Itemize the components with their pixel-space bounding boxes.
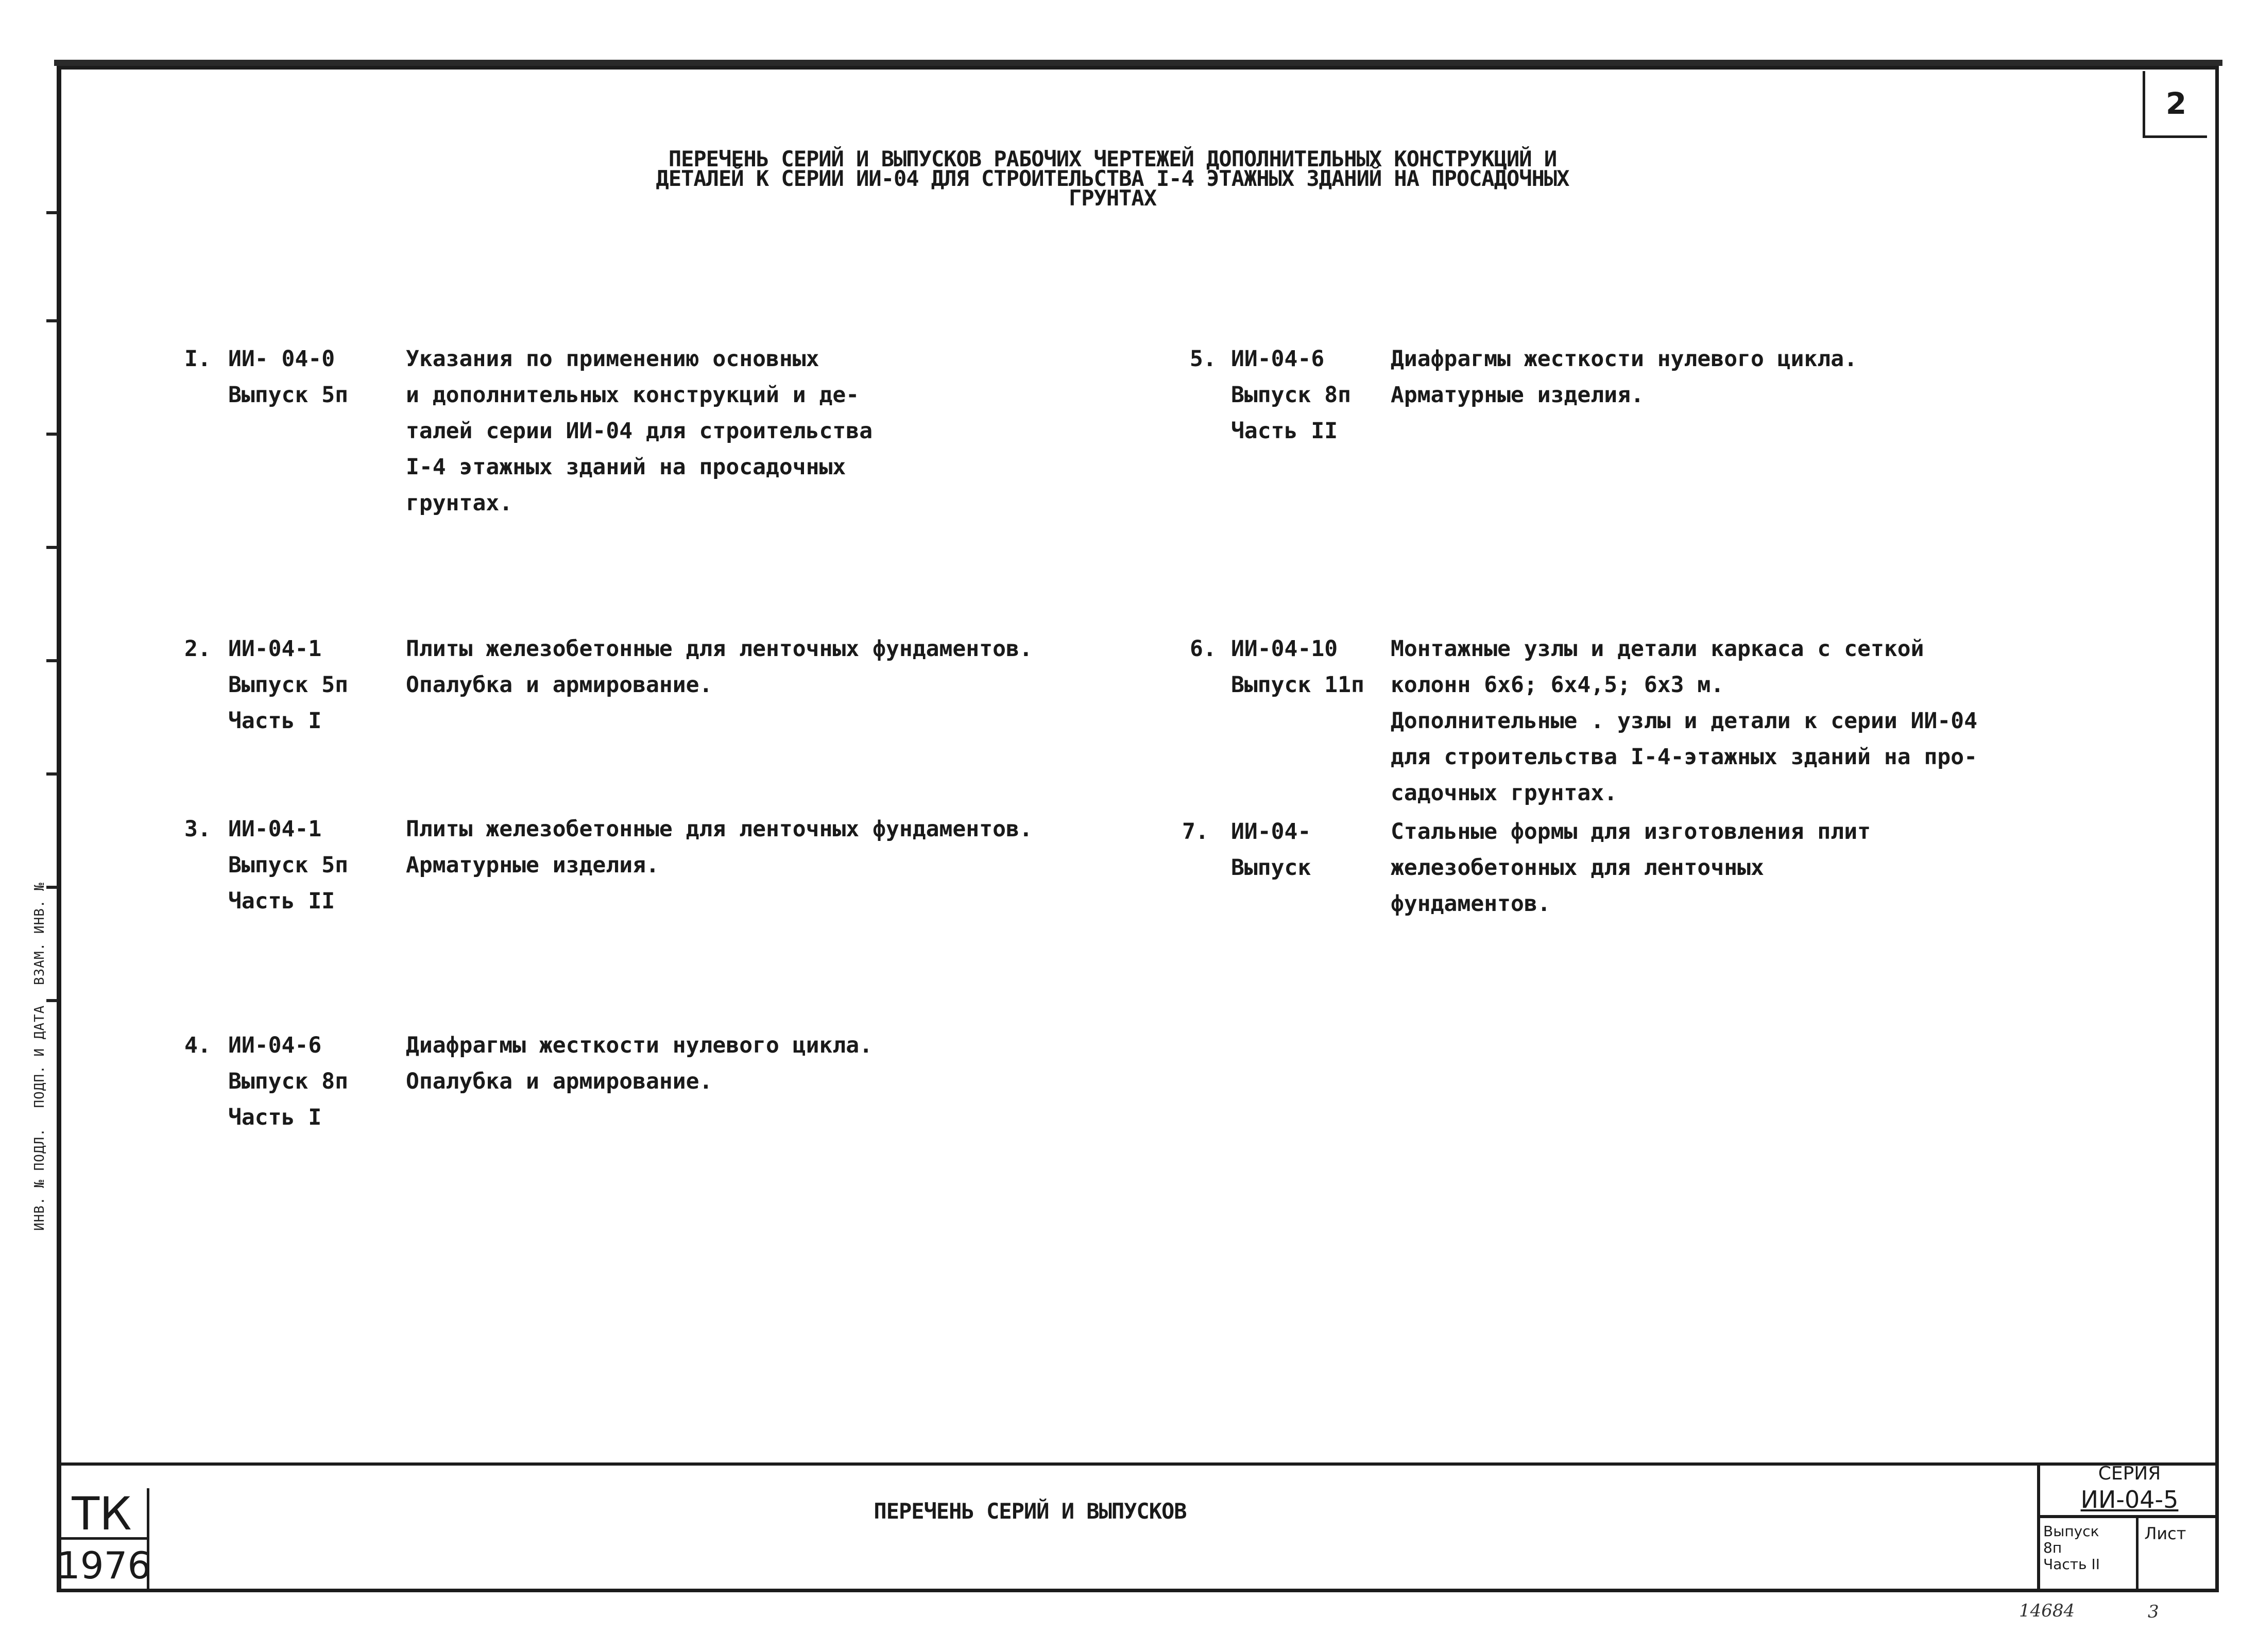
desc-line: железобетонных для ленточных (1391, 855, 1764, 881)
desc-line: Плиты железобетонные для ленточных фундаментов. (406, 636, 1033, 662)
inventory-note: 14684 (2019, 1601, 2075, 1621)
item-code (228, 631, 348, 739)
desc-line: талей серии ИИ-04 для строительства (406, 418, 873, 444)
desc-line: фундаментов. (1391, 891, 1551, 917)
item-code-series: ИИ-04-6 (1231, 346, 1325, 372)
title-line: ГРУНТАХ (1068, 185, 1156, 211)
item-description (406, 631, 1033, 703)
desc-line: Опалубка и армирование. (406, 672, 713, 698)
item-code-issue: Выпуск 5п (228, 382, 348, 408)
side-stamp (32, 871, 47, 1231)
item-code-issue: Выпуск 8п (1231, 382, 1351, 408)
item-number: 4. (184, 1032, 211, 1058)
item-description (406, 341, 873, 521)
desc-line: Опалубка и армирование. (406, 1069, 713, 1094)
item-code-series: ИИ-04- (1231, 819, 1311, 845)
title-block-issue (2040, 1518, 2139, 1592)
desc-line: Диафрагмы жесткости нулевого цикла. (406, 1032, 873, 1058)
item-code-issue: Выпуск 5п (228, 852, 348, 878)
desc-line: Арматурные изделия. (406, 852, 659, 878)
drawing-frame (57, 66, 2219, 1592)
desc-line: Диафрагмы жесткости нулевого цикла. (1391, 346, 1858, 372)
footer-title: ПЕРЕЧЕНЬ СЕРИЙ И ВЫПУСКОВ (874, 1499, 1187, 1524)
item-description (1391, 631, 1977, 811)
item-number: 5. (1190, 346, 1217, 372)
desc-line: Указания по применению основных (406, 346, 819, 372)
item-description (1391, 341, 1857, 413)
item-code (1231, 631, 1364, 703)
item-code-series: ИИ-04-6 (228, 1032, 322, 1058)
desc-line: и дополнительных конструкций и де- (406, 382, 860, 408)
item-code-series: ИИ- 04-0 (228, 346, 335, 372)
item-code-part: Часть I (228, 708, 322, 734)
frame-top-rule (54, 60, 2222, 66)
title-block-rule (57, 1462, 2219, 1466)
item-code-part: Часть II (1231, 418, 1338, 444)
desc-line: Плиты железобетонные для ленточных фундаментов. (406, 816, 1033, 842)
item-description (406, 1027, 873, 1099)
stamp-org: ТК (57, 1488, 149, 1540)
item-code (228, 1027, 348, 1135)
series-value: ИИ-04-5 (2080, 1486, 2179, 1513)
item-code-issue: Выпуск 8п (228, 1069, 348, 1094)
desc-line: колонн 6х6; 6х4,5; 6х3 м. (1391, 672, 1724, 698)
item-number: I. (184, 346, 211, 372)
item-number: 7. (1182, 819, 1209, 845)
issue-value: 8п (2043, 1539, 2062, 1556)
item-number: 3. (184, 816, 211, 842)
item-code-part: Часть I (228, 1105, 322, 1130)
desc-line: Монтажные узлы и детали каркаса с сеткой (1391, 636, 1924, 662)
item-code-issue: Выпуск (1231, 855, 1311, 881)
item-code (228, 811, 348, 919)
item-code-series: ИИ-04-10 (1231, 636, 1338, 662)
title-line: ПЕРЕЧЕНЬ СЕРИЙ И ВЫПУСКОВ РАБОЧИХ ЧЕРТЕЖЕЙ ДОПОЛНИТЕЛЬНЫХ КОНСТРУКЦИЙ И (668, 146, 1557, 171)
side-stamp-replace: ВЗАМ. ИНВ. № (32, 882, 47, 985)
desc-line: грунтах. (406, 490, 513, 516)
side-stamp-inv: ИНВ. № ПОДЛ. (32, 1128, 47, 1231)
item-code-issue: Выпуск 11п (1231, 672, 1364, 698)
sheet-number: 2 (2143, 71, 2207, 138)
series-label: СЕРИЯ (2098, 1463, 2161, 1484)
item-number: 2. (184, 636, 211, 662)
desc-line: садочных грунтах. (1391, 780, 1618, 806)
item-code (1231, 341, 1351, 449)
desc-line: I-4 этажных зданий на просадочных (406, 454, 846, 480)
item-code-series: ИИ-04-1 (228, 816, 322, 842)
title-block-series (2040, 1462, 2219, 1518)
item-code-series: ИИ-04-1 (228, 636, 322, 662)
stamp-year: 1976 (57, 1540, 149, 1591)
desc-line: Дополнительные . узлы и детали к серии ИИ-04 (1391, 708, 1978, 734)
title-block (2037, 1462, 2219, 1592)
page-title (536, 146, 1689, 211)
desc-line: Арматурные изделия. (1391, 382, 1644, 408)
item-code-issue: Выпуск 5п (228, 672, 348, 698)
desc-line: Стальные формы для изготовления плит (1391, 819, 1871, 845)
item-description (1391, 814, 1871, 922)
item-code (228, 341, 348, 413)
issue-label: Выпуск (2043, 1523, 2099, 1540)
title-line: ДЕТАЛЕЙ К СЕРИИ ИИ-04 ДЛЯ СТРОИТЕЛЬСТВА I-4 ЭТАЖНЫХ ЗДАНИЙ НА ПРОСАДОЧНЫХ (656, 166, 1569, 191)
sheet-label: Лист (2144, 1524, 2186, 1543)
org-stamp (57, 1488, 155, 1591)
page-note: 3 (2148, 1602, 2159, 1622)
part-label: Часть II (2043, 1556, 2100, 1573)
item-code (1231, 814, 1311, 886)
item-description (406, 811, 1033, 883)
desc-line: для строительства I-4-этажных зданий на про- (1391, 744, 1978, 770)
item-number: 6. (1190, 636, 1217, 662)
title-block-sheet (2140, 1518, 2219, 1592)
item-code-part: Часть II (228, 888, 335, 914)
side-stamp-sign: ПОДП. И ДАТА (32, 1005, 47, 1108)
